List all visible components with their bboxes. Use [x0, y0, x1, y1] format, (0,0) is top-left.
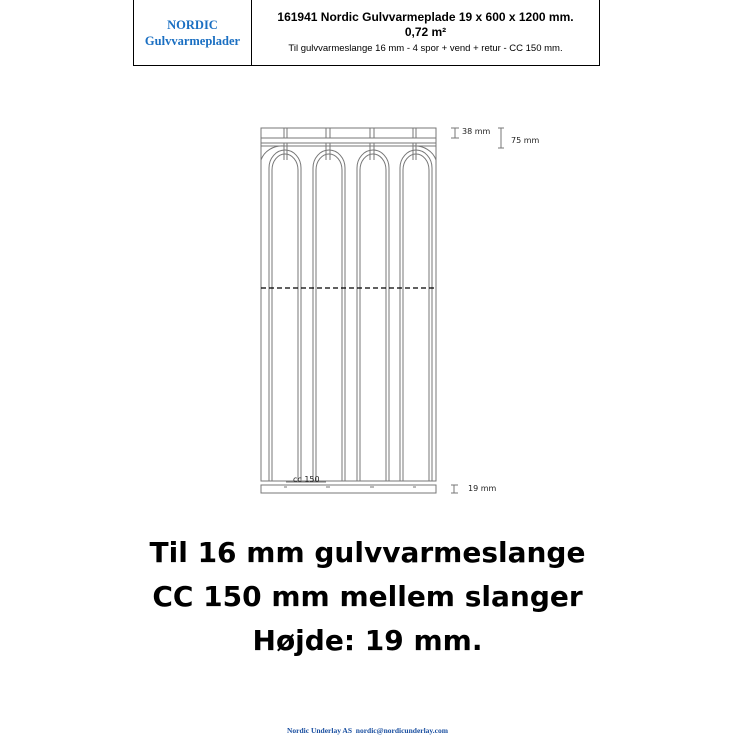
body-line-1: Til 16 mm gulvvarmeslange	[149, 536, 586, 569]
pipe-channel	[313, 150, 345, 481]
brand-line-2: Gulvvarmeplader	[144, 33, 241, 48]
product-subtitle: Til gulvvarmeslange 16 mm - 4 spor + vend + retur - CC 150 mm.	[288, 43, 563, 54]
pipe-channel	[400, 150, 432, 481]
footer	[0, 726, 735, 735]
dim-top-label: 38 mm	[462, 127, 491, 136]
body-line-3: Højde: 19 mm.	[252, 624, 483, 657]
dim-height-label: 19 mm	[468, 484, 497, 493]
product-area: 0,72 m²	[404, 25, 447, 39]
product-title: 161941 Nordic Gulvvarmeplade 19 x 600 x 1200 mm.	[277, 10, 574, 24]
footer-company: Nordic Underlay AS	[287, 726, 353, 735]
dim-bend-label: 75 mm	[511, 136, 540, 145]
plate-outline	[261, 128, 436, 481]
footer-email[interactable]: nordic@nordicunderlay.com	[355, 726, 448, 735]
profile-strip	[261, 485, 436, 493]
brand-line-1: NORDIC	[167, 17, 218, 32]
pipe-channel	[269, 150, 301, 481]
body-line-2: CC 150 mm mellem slanger	[152, 580, 583, 613]
dim-cc-label: cc 150	[293, 475, 320, 484]
pipe-channel	[357, 150, 389, 481]
